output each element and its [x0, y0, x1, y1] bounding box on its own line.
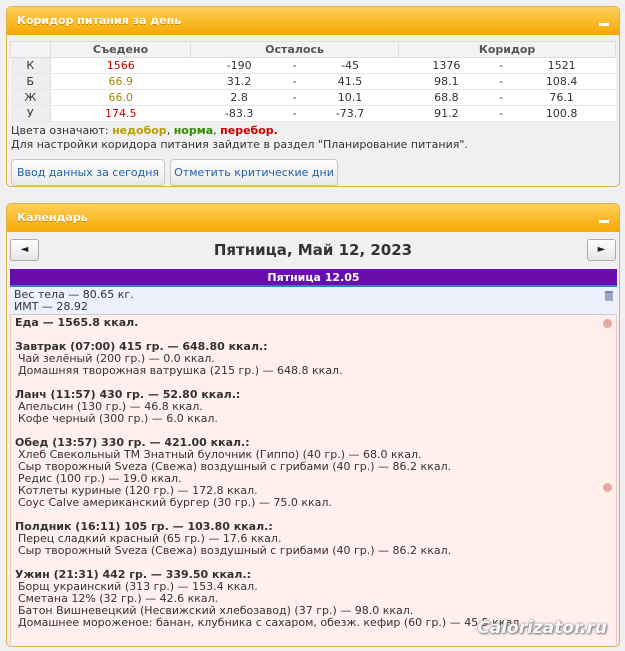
legend-prefix: Цвета означают:: [11, 124, 109, 137]
watermark-logo: Calorizator.ru: [477, 618, 607, 638]
row-label: Ж: [11, 90, 51, 106]
bmi: ИМТ — 28.92: [14, 300, 88, 313]
left-to: -45: [301, 58, 398, 74]
meal-item: Апельсин (130 гр.) — 46.8 ккал.: [18, 400, 203, 413]
corridor-from: 91.2: [399, 106, 495, 122]
meal-block: [15, 389, 616, 425]
column-header-left: Осталось: [191, 42, 399, 58]
table-row: [11, 106, 616, 122]
body-weight: Вес тела — 80.65 кг.: [14, 288, 134, 301]
meal-item: Борщ украинский (313 гр.) — 153.4 ккал.: [18, 580, 258, 593]
eaten-value: 66.0: [51, 90, 191, 106]
row-label: У: [11, 106, 51, 122]
meal-header: Завтрак (07:00) 415 гр. — 648.80 ккал.:: [15, 340, 268, 353]
corridor-from: 1376: [399, 58, 495, 74]
legend-under: недобор: [112, 124, 167, 137]
calendar-nav: [7, 230, 619, 270]
calendar-panel-header: [7, 204, 619, 232]
row-label: К: [11, 58, 51, 74]
left-dash: -: [288, 74, 302, 90]
left-to: 10.1: [301, 90, 398, 106]
weight-section: [10, 287, 617, 315]
next-day-button[interactable]: ►: [587, 239, 616, 261]
corner-header: [11, 42, 51, 58]
prev-day-button[interactable]: ◄: [10, 239, 39, 261]
legend-norm: норма: [173, 124, 214, 137]
meal-block: [15, 341, 616, 377]
meal-item: Чай зелёный (200 гр.) — 0.0 ккал.: [18, 352, 215, 365]
corridor-from: 68.8: [399, 90, 495, 106]
collapse-icon[interactable]: [597, 14, 611, 28]
meal-item: Соус Calve американский бургер (30 гр.) — 75.0 ккал.: [18, 496, 332, 509]
left-from: -190: [191, 58, 288, 74]
column-header-eaten: Съедено: [51, 42, 191, 58]
meal-item: Домашняя творожная ватрушка (215 гр.) — 648.8 ккал.: [18, 364, 343, 377]
table-row: [11, 74, 616, 90]
corridor-dash: -: [494, 58, 508, 74]
left-dash: -: [288, 90, 302, 106]
meal-block: [15, 437, 616, 509]
meal-item: Хлеб Свекольный ТМ Знатный булочник (Гиппо) (40 гр.) — 68.0 ккал.: [18, 448, 422, 461]
meal-item: Батон Вишневецкий (Несвижский хлебозавод) (37 гр.) — 98.0 ккал.: [18, 604, 414, 617]
left-from: -83.3: [191, 106, 288, 122]
left-from: 2.8: [191, 90, 288, 106]
corridor-panel: [6, 6, 620, 187]
left-dash: -: [288, 106, 302, 122]
corridor-dash: -: [494, 90, 508, 106]
color-legend: Цвета означают: недобор, норма, перебор.: [11, 124, 278, 137]
corridor-from: 98.1: [399, 74, 495, 90]
corridor-dash: -: [494, 106, 508, 122]
meal-item: Перец сладкий красный (65 гр.) — 17.6 ккал.: [18, 532, 282, 545]
food-section: [10, 315, 617, 645]
meal-item: Сыр творожный Sveza (Свежа) воздушный с грибами (40 гр.) — 86.2 ккал.: [18, 460, 452, 473]
meal-item: Котлеты куриные (120 гр.) — 172.8 ккал.: [18, 484, 258, 497]
meal-item: Кофе черный (300 гр.) — 6.0 ккал.: [18, 412, 218, 425]
calendar-panel: [6, 203, 620, 647]
corridor-to: 76.1: [508, 90, 616, 106]
corridor-to: 1521: [508, 58, 616, 74]
left-from: 31.2: [191, 74, 288, 90]
column-header-corridor: Коридор: [399, 42, 616, 58]
calendar-date-title: Пятница, Май 12, 2023: [213, 241, 413, 259]
meal-header: Ужин (21:31) 442 гр. — 339.50 ккал.:: [15, 568, 251, 581]
eaten-value: 66.9: [51, 74, 191, 90]
meal-block: [15, 521, 616, 557]
meal-list: [15, 341, 616, 629]
eaten-value: 1566: [51, 58, 191, 74]
left-to: -73.7: [301, 106, 398, 122]
meal-item: Сыр творожный Sveza (Свежа) воздушный с грибами (40 гр.) — 86.2 ккал.: [18, 544, 452, 557]
corridor-to: 108.4: [508, 74, 616, 90]
enter-today-button[interactable]: Ввод данных за сегодня: [11, 159, 165, 186]
corridor-to: 100.8: [508, 106, 616, 122]
edit-icon[interactable]: [603, 483, 612, 492]
meal-item: Сметана 12% (32 гр.) — 42.6 ккал.: [18, 592, 219, 605]
calendar-panel-title: Календарь: [17, 211, 88, 224]
meal-header: Полдник (16:11) 105 гр. — 103.80 ккал.:: [15, 520, 273, 533]
table-row: [11, 90, 616, 106]
corridor-table: [10, 41, 616, 122]
food-total: Еда — 1565.8 ккал.: [15, 316, 139, 329]
meal-header: Обед (13:57) 330 гр. — 421.00 ккал.:: [15, 436, 250, 449]
meal-item: Домашнее мороженое: банан, клубника с сахаром, обезж. кефир (60 гр.) — 45.5 ккал.: [18, 616, 523, 629]
row-label: Б: [11, 74, 51, 90]
edit-icon[interactable]: [603, 319, 612, 328]
delete-icon[interactable]: [605, 291, 613, 301]
day-header: Пятница 12.05: [10, 269, 617, 287]
table-row: [11, 58, 616, 74]
meal-item: Редис (100 гр.) — 19.0 ккал.: [18, 472, 182, 485]
left-dash: -: [288, 58, 302, 74]
legend-over: перебор.: [220, 124, 278, 137]
collapse-icon[interactable]: [597, 211, 611, 225]
corridor-panel-header: [7, 7, 619, 35]
corridor-dash: -: [494, 74, 508, 90]
corridor-panel-title: Коридор питания за день: [17, 14, 182, 27]
left-to: 41.5: [301, 74, 398, 90]
meal-header: Ланч (11:57) 430 гр. — 52.80 ккал.:: [15, 388, 241, 401]
eaten-value: 174.5: [51, 106, 191, 122]
mark-critical-days-button[interactable]: Отметить критические дни: [170, 159, 338, 186]
settings-hint: Для настройки коридора питания зайдите в раздел "Планирование питания".: [11, 138, 468, 151]
